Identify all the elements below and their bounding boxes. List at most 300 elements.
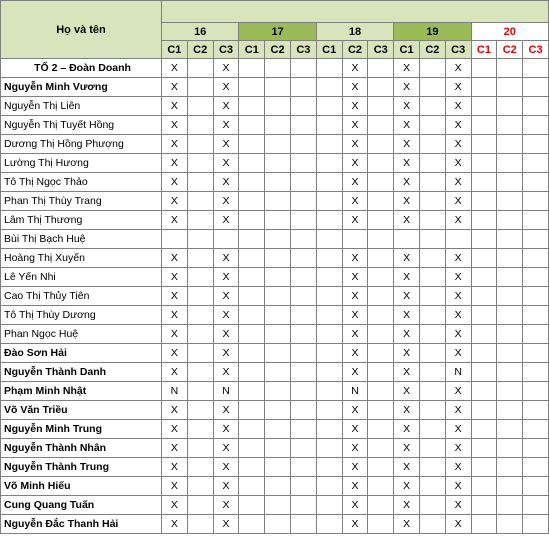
attendance-cell[interactable]	[187, 268, 213, 287]
slot-header-3-2[interactable]: C3	[445, 41, 471, 59]
attendance-cell[interactable]	[368, 116, 394, 135]
attendance-cell[interactable]	[368, 325, 394, 344]
attendance-cell[interactable]	[290, 325, 316, 344]
attendance-cell[interactable]	[316, 363, 342, 382]
attendance-cell[interactable]	[497, 78, 523, 97]
attendance-cell[interactable]	[497, 363, 523, 382]
attendance-cell[interactable]	[368, 458, 394, 477]
attendance-cell[interactable]: N	[342, 382, 368, 401]
attendance-cell[interactable]: X	[394, 401, 420, 420]
attendance-cell[interactable]	[316, 344, 342, 363]
attendance-cell[interactable]: X	[342, 249, 368, 268]
attendance-cell[interactable]	[471, 97, 497, 116]
attendance-cell[interactable]	[419, 116, 445, 135]
attendance-cell[interactable]	[316, 420, 342, 439]
attendance-cell[interactable]: X	[394, 515, 420, 534]
member-name-cell[interactable]: Phạm Minh Nhật	[1, 382, 162, 401]
attendance-cell[interactable]: X	[394, 173, 420, 192]
attendance-cell[interactable]	[497, 173, 523, 192]
slot-header-1-1[interactable]: C2	[265, 41, 291, 59]
attendance-cell[interactable]	[239, 116, 265, 135]
slot-header-1-2[interactable]: C3	[290, 41, 316, 59]
attendance-cell[interactable]	[239, 458, 265, 477]
attendance-cell[interactable]: X	[213, 325, 239, 344]
attendance-cell[interactable]	[523, 97, 549, 116]
attendance-cell[interactable]	[419, 249, 445, 268]
attendance-cell[interactable]	[471, 344, 497, 363]
attendance-cell[interactable]	[368, 97, 394, 116]
attendance-cell[interactable]	[445, 230, 471, 249]
attendance-cell[interactable]: X	[162, 135, 188, 154]
attendance-cell[interactable]: X	[342, 135, 368, 154]
attendance-cell[interactable]	[497, 154, 523, 173]
attendance-cell[interactable]	[368, 249, 394, 268]
attendance-cell[interactable]: X	[213, 173, 239, 192]
attendance-cell[interactable]	[265, 154, 291, 173]
member-name-cell[interactable]: Tô Thị Ngọc Thảo	[1, 173, 162, 192]
attendance-cell[interactable]	[497, 420, 523, 439]
attendance-cell[interactable]	[316, 230, 342, 249]
attendance-cell[interactable]	[239, 287, 265, 306]
attendance-cell[interactable]: X	[342, 401, 368, 420]
attendance-cell[interactable]	[419, 420, 445, 439]
attendance-cell[interactable]: X	[162, 344, 188, 363]
attendance-cell[interactable]: X	[162, 154, 188, 173]
attendance-cell[interactable]: X	[162, 287, 188, 306]
attendance-cell[interactable]	[419, 97, 445, 116]
attendance-cell[interactable]	[523, 344, 549, 363]
slot-header-2-0[interactable]: C1	[316, 41, 342, 59]
slot-header-4-0[interactable]: C1	[471, 41, 497, 59]
week-header-2[interactable]: 18	[316, 23, 393, 41]
attendance-cell[interactable]	[419, 78, 445, 97]
attendance-cell[interactable]	[316, 97, 342, 116]
member-name-cell[interactable]: Lê Yến Nhi	[1, 268, 162, 287]
attendance-cell[interactable]	[497, 477, 523, 496]
attendance-cell[interactable]	[239, 439, 265, 458]
attendance-cell[interactable]	[523, 211, 549, 230]
member-name-cell[interactable]: TỔ 2 – Đoàn Doanh	[1, 59, 162, 78]
slot-header-2-2[interactable]: C3	[368, 41, 394, 59]
attendance-cell[interactable]	[523, 78, 549, 97]
attendance-cell[interactable]: X	[445, 287, 471, 306]
attendance-cell[interactable]: X	[394, 458, 420, 477]
attendance-cell[interactable]	[187, 344, 213, 363]
attendance-cell[interactable]: X	[445, 477, 471, 496]
attendance-cell[interactable]	[471, 325, 497, 344]
slot-header-0-2[interactable]: C3	[213, 41, 239, 59]
attendance-cell[interactable]	[239, 97, 265, 116]
attendance-cell[interactable]	[316, 515, 342, 534]
attendance-cell[interactable]	[239, 173, 265, 192]
member-name-cell[interactable]: Dương Thị Hồng Phượng	[1, 135, 162, 154]
attendance-cell[interactable]	[316, 401, 342, 420]
attendance-cell[interactable]	[471, 306, 497, 325]
attendance-cell[interactable]	[316, 268, 342, 287]
attendance-cell[interactable]: X	[162, 420, 188, 439]
attendance-cell[interactable]	[368, 496, 394, 515]
attendance-cell[interactable]: X	[394, 268, 420, 287]
attendance-cell[interactable]: X	[342, 78, 368, 97]
attendance-cell[interactable]: X	[394, 78, 420, 97]
attendance-cell[interactable]: X	[445, 306, 471, 325]
attendance-cell[interactable]: X	[213, 211, 239, 230]
attendance-cell[interactable]	[290, 154, 316, 173]
attendance-cell[interactable]	[239, 382, 265, 401]
attendance-cell[interactable]	[497, 382, 523, 401]
attendance-cell[interactable]: X	[213, 78, 239, 97]
attendance-cell[interactable]	[290, 420, 316, 439]
attendance-cell[interactable]	[187, 420, 213, 439]
attendance-cell[interactable]	[497, 211, 523, 230]
attendance-cell[interactable]: X	[342, 515, 368, 534]
attendance-cell[interactable]	[316, 477, 342, 496]
member-name-cell[interactable]: Phan Ngọc Huệ	[1, 325, 162, 344]
attendance-cell[interactable]	[419, 439, 445, 458]
attendance-cell[interactable]	[497, 496, 523, 515]
attendance-cell[interactable]	[187, 116, 213, 135]
attendance-cell[interactable]	[471, 154, 497, 173]
member-name-cell[interactable]: Bùi Thị Bạch Huệ	[1, 230, 162, 249]
attendance-cell[interactable]: X	[445, 249, 471, 268]
attendance-cell[interactable]	[265, 439, 291, 458]
attendance-cell[interactable]	[471, 211, 497, 230]
attendance-cell[interactable]	[187, 515, 213, 534]
slot-header-2-1[interactable]: C2	[342, 41, 368, 59]
attendance-cell[interactable]: X	[342, 268, 368, 287]
week-header-1[interactable]: 17	[239, 23, 316, 41]
attendance-cell[interactable]	[497, 344, 523, 363]
attendance-cell[interactable]	[419, 230, 445, 249]
attendance-cell[interactable]	[368, 268, 394, 287]
attendance-cell[interactable]	[265, 116, 291, 135]
member-name-cell[interactable]: Lâm Thị Thương	[1, 211, 162, 230]
attendance-cell[interactable]	[497, 59, 523, 78]
attendance-cell[interactable]: X	[162, 78, 188, 97]
member-name-cell[interactable]: Nguyễn Đắc Thanh Hải	[1, 515, 162, 534]
attendance-cell[interactable]: X	[445, 135, 471, 154]
attendance-cell[interactable]	[239, 363, 265, 382]
attendance-cell[interactable]	[239, 401, 265, 420]
attendance-cell[interactable]	[368, 154, 394, 173]
attendance-cell[interactable]: X	[162, 458, 188, 477]
attendance-cell[interactable]	[368, 439, 394, 458]
attendance-cell[interactable]: X	[394, 325, 420, 344]
attendance-cell[interactable]	[290, 363, 316, 382]
attendance-cell[interactable]: X	[445, 401, 471, 420]
attendance-cell[interactable]: X	[342, 287, 368, 306]
attendance-cell[interactable]	[290, 59, 316, 78]
attendance-cell[interactable]	[290, 230, 316, 249]
attendance-cell[interactable]	[187, 211, 213, 230]
member-name-cell[interactable]: Cung Quang Tuấn	[1, 496, 162, 515]
attendance-cell[interactable]: X	[213, 192, 239, 211]
attendance-cell[interactable]	[497, 249, 523, 268]
attendance-cell[interactable]	[239, 211, 265, 230]
attendance-cell[interactable]	[342, 230, 368, 249]
member-name-cell[interactable]: Võ Minh Hiếu	[1, 477, 162, 496]
attendance-cell[interactable]: X	[445, 325, 471, 344]
attendance-cell[interactable]	[471, 401, 497, 420]
attendance-cell[interactable]	[471, 116, 497, 135]
attendance-cell[interactable]	[290, 173, 316, 192]
attendance-cell[interactable]	[523, 401, 549, 420]
attendance-cell[interactable]	[316, 306, 342, 325]
attendance-cell[interactable]	[368, 192, 394, 211]
attendance-cell[interactable]: X	[394, 211, 420, 230]
attendance-cell[interactable]	[162, 230, 188, 249]
attendance-cell[interactable]	[368, 173, 394, 192]
attendance-cell[interactable]	[419, 515, 445, 534]
attendance-cell[interactable]: X	[342, 59, 368, 78]
attendance-cell[interactable]	[419, 382, 445, 401]
attendance-cell[interactable]	[497, 306, 523, 325]
slot-header-1-0[interactable]: C1	[239, 41, 265, 59]
attendance-cell[interactable]	[368, 420, 394, 439]
attendance-cell[interactable]: X	[445, 458, 471, 477]
attendance-cell[interactable]: X	[213, 268, 239, 287]
attendance-cell[interactable]: N	[213, 382, 239, 401]
attendance-cell[interactable]	[523, 382, 549, 401]
attendance-cell[interactable]: X	[445, 496, 471, 515]
attendance-cell[interactable]	[523, 154, 549, 173]
member-name-cell[interactable]: Tô Thị Thùy Dương	[1, 306, 162, 325]
attendance-cell[interactable]	[368, 230, 394, 249]
attendance-cell[interactable]: X	[445, 515, 471, 534]
slot-header-3-1[interactable]: C2	[419, 41, 445, 59]
attendance-cell[interactable]	[523, 173, 549, 192]
attendance-cell[interactable]	[316, 192, 342, 211]
attendance-cell[interactable]	[419, 59, 445, 78]
attendance-cell[interactable]: X	[162, 325, 188, 344]
attendance-cell[interactable]	[419, 192, 445, 211]
attendance-cell[interactable]	[419, 363, 445, 382]
attendance-cell[interactable]	[239, 325, 265, 344]
attendance-cell[interactable]	[523, 458, 549, 477]
attendance-cell[interactable]	[187, 230, 213, 249]
attendance-cell[interactable]: X	[162, 477, 188, 496]
attendance-cell[interactable]	[265, 249, 291, 268]
attendance-cell[interactable]	[419, 496, 445, 515]
attendance-cell[interactable]	[239, 78, 265, 97]
attendance-cell[interactable]: X	[213, 439, 239, 458]
attendance-cell[interactable]	[316, 382, 342, 401]
attendance-cell[interactable]: X	[394, 97, 420, 116]
attendance-cell[interactable]: X	[342, 211, 368, 230]
attendance-cell[interactable]: X	[394, 116, 420, 135]
attendance-cell[interactable]: X	[162, 59, 188, 78]
attendance-cell[interactable]	[368, 344, 394, 363]
attendance-cell[interactable]: X	[162, 268, 188, 287]
member-name-cell[interactable]: Nguyễn Thành Danh	[1, 363, 162, 382]
attendance-cell[interactable]: X	[394, 496, 420, 515]
attendance-cell[interactable]	[290, 192, 316, 211]
attendance-cell[interactable]: X	[213, 515, 239, 534]
attendance-cell[interactable]	[523, 249, 549, 268]
attendance-cell[interactable]	[239, 477, 265, 496]
attendance-cell[interactable]	[187, 477, 213, 496]
attendance-cell[interactable]	[523, 439, 549, 458]
attendance-cell[interactable]: X	[445, 78, 471, 97]
attendance-cell[interactable]	[290, 496, 316, 515]
attendance-cell[interactable]: X	[162, 192, 188, 211]
attendance-cell[interactable]	[368, 59, 394, 78]
attendance-cell[interactable]	[419, 325, 445, 344]
attendance-cell[interactable]: X	[394, 192, 420, 211]
attendance-cell[interactable]	[239, 59, 265, 78]
attendance-cell[interactable]	[497, 230, 523, 249]
attendance-cell[interactable]	[265, 515, 291, 534]
attendance-cell[interactable]	[523, 268, 549, 287]
attendance-cell[interactable]: X	[394, 154, 420, 173]
attendance-cell[interactable]	[471, 59, 497, 78]
attendance-cell[interactable]	[187, 135, 213, 154]
attendance-cell[interactable]: X	[162, 515, 188, 534]
attendance-cell[interactable]: X	[445, 97, 471, 116]
attendance-cell[interactable]	[316, 458, 342, 477]
attendance-cell[interactable]: N	[445, 363, 471, 382]
attendance-cell[interactable]	[187, 287, 213, 306]
attendance-cell[interactable]	[316, 135, 342, 154]
attendance-cell[interactable]: X	[162, 211, 188, 230]
attendance-cell[interactable]: X	[213, 401, 239, 420]
attendance-cell[interactable]	[497, 135, 523, 154]
attendance-cell[interactable]	[523, 230, 549, 249]
attendance-cell[interactable]	[523, 59, 549, 78]
attendance-cell[interactable]	[368, 135, 394, 154]
attendance-cell[interactable]: X	[342, 325, 368, 344]
attendance-cell[interactable]	[419, 211, 445, 230]
attendance-cell[interactable]	[265, 97, 291, 116]
attendance-cell[interactable]	[187, 173, 213, 192]
attendance-cell[interactable]	[471, 496, 497, 515]
attendance-cell[interactable]: X	[162, 249, 188, 268]
attendance-cell[interactable]	[187, 192, 213, 211]
attendance-cell[interactable]	[497, 458, 523, 477]
attendance-cell[interactable]	[265, 173, 291, 192]
attendance-cell[interactable]	[471, 135, 497, 154]
attendance-cell[interactable]	[187, 363, 213, 382]
attendance-cell[interactable]	[187, 458, 213, 477]
attendance-cell[interactable]	[368, 287, 394, 306]
attendance-cell[interactable]: X	[342, 97, 368, 116]
attendance-cell[interactable]	[265, 306, 291, 325]
week-header-0[interactable]: 16	[162, 23, 239, 41]
attendance-cell[interactable]	[394, 230, 420, 249]
attendance-cell[interactable]: X	[342, 344, 368, 363]
attendance-cell[interactable]: X	[213, 306, 239, 325]
member-name-cell[interactable]: Nguyễn Thị Tuyết Hồng	[1, 116, 162, 135]
attendance-cell[interactable]	[187, 439, 213, 458]
attendance-cell[interactable]	[316, 154, 342, 173]
member-name-cell[interactable]: Võ Văn Triều	[1, 401, 162, 420]
attendance-cell[interactable]: X	[445, 439, 471, 458]
attendance-cell[interactable]	[265, 325, 291, 344]
attendance-cell[interactable]	[497, 97, 523, 116]
attendance-cell[interactable]	[187, 306, 213, 325]
attendance-cell[interactable]: X	[445, 59, 471, 78]
attendance-cell[interactable]	[290, 249, 316, 268]
attendance-cell[interactable]	[523, 287, 549, 306]
attendance-cell[interactable]	[523, 306, 549, 325]
attendance-cell[interactable]	[471, 458, 497, 477]
attendance-cell[interactable]	[497, 287, 523, 306]
slot-header-0-1[interactable]: C2	[187, 41, 213, 59]
attendance-cell[interactable]: X	[342, 192, 368, 211]
attendance-cell[interactable]	[239, 306, 265, 325]
attendance-cell[interactable]: X	[394, 59, 420, 78]
attendance-cell[interactable]: X	[445, 382, 471, 401]
slot-header-3-0[interactable]: C1	[394, 41, 420, 59]
attendance-cell[interactable]	[239, 268, 265, 287]
attendance-cell[interactable]	[265, 401, 291, 420]
attendance-cell[interactable]	[265, 382, 291, 401]
attendance-cell[interactable]	[290, 401, 316, 420]
attendance-cell[interactable]	[187, 97, 213, 116]
attendance-cell[interactable]	[471, 515, 497, 534]
attendance-cell[interactable]	[316, 287, 342, 306]
attendance-cell[interactable]	[523, 135, 549, 154]
attendance-cell[interactable]	[290, 439, 316, 458]
attendance-cell[interactable]	[265, 344, 291, 363]
attendance-cell[interactable]	[187, 496, 213, 515]
attendance-cell[interactable]	[471, 192, 497, 211]
attendance-cell[interactable]	[265, 211, 291, 230]
attendance-cell[interactable]	[265, 192, 291, 211]
attendance-cell[interactable]	[523, 420, 549, 439]
attendance-cell[interactable]	[290, 287, 316, 306]
attendance-cell[interactable]	[290, 306, 316, 325]
attendance-cell[interactable]	[419, 154, 445, 173]
attendance-cell[interactable]: X	[394, 344, 420, 363]
attendance-cell[interactable]: X	[213, 477, 239, 496]
attendance-cell[interactable]	[239, 496, 265, 515]
attendance-cell[interactable]	[187, 401, 213, 420]
attendance-cell[interactable]	[290, 211, 316, 230]
attendance-cell[interactable]	[316, 78, 342, 97]
attendance-cell[interactable]	[497, 116, 523, 135]
attendance-cell[interactable]	[523, 116, 549, 135]
attendance-cell[interactable]	[523, 515, 549, 534]
attendance-cell[interactable]: X	[213, 154, 239, 173]
attendance-cell[interactable]	[290, 382, 316, 401]
attendance-cell[interactable]: X	[213, 420, 239, 439]
attendance-cell[interactable]: X	[162, 363, 188, 382]
attendance-cell[interactable]	[316, 439, 342, 458]
attendance-cell[interactable]: X	[394, 135, 420, 154]
attendance-cell[interactable]	[316, 249, 342, 268]
attendance-cell[interactable]: X	[394, 249, 420, 268]
attendance-cell[interactable]	[265, 496, 291, 515]
member-name-cell[interactable]: Nguyễn Minh Vương	[1, 78, 162, 97]
attendance-cell[interactable]	[471, 363, 497, 382]
attendance-cell[interactable]	[290, 268, 316, 287]
attendance-cell[interactable]	[290, 344, 316, 363]
attendance-cell[interactable]: X	[213, 458, 239, 477]
attendance-cell[interactable]	[316, 325, 342, 344]
attendance-cell[interactable]	[497, 439, 523, 458]
attendance-cell[interactable]	[419, 135, 445, 154]
attendance-cell[interactable]	[316, 211, 342, 230]
attendance-cell[interactable]: X	[213, 496, 239, 515]
attendance-cell[interactable]	[497, 515, 523, 534]
attendance-cell[interactable]	[368, 363, 394, 382]
attendance-cell[interactable]: X	[445, 116, 471, 135]
attendance-cell[interactable]	[290, 458, 316, 477]
attendance-cell[interactable]	[290, 78, 316, 97]
attendance-cell[interactable]	[239, 230, 265, 249]
attendance-cell[interactable]	[471, 439, 497, 458]
